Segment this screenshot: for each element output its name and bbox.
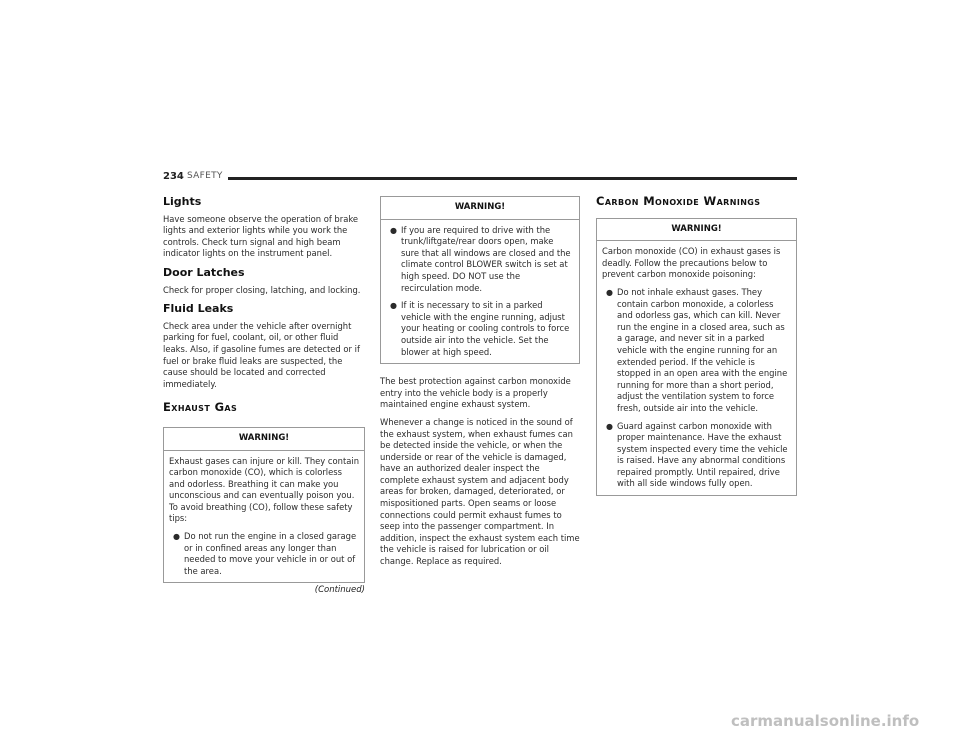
lights-heading: Lights [163,195,202,208]
warning-bullet [386,225,574,295]
bullet-text: Guard against carbon monoxide with proper maintenance. Have the exhaust system inspected every time the vehicle is raised. Have any abnormal conditions repaired promptly. Until repaired, drive with all side windows fully open. [617,420,788,489]
header-rule [228,177,797,180]
exhaust-warning-box-continued [380,196,580,364]
body-paragraph: The best protection against carbon monoxide entry into the vehicle body is a properly maintained engine exhaust system. [380,376,571,410]
exhaust-warning-box [163,427,365,584]
continued-label: (Continued) [314,585,365,596]
bullet-icon: ● [390,225,397,235]
bullet-icon: ● [173,532,180,542]
warning-bullet [602,421,791,491]
bullet-text: If it is necessary to sit in a parked vehicle with the engine running, adjust your heating or cooling controls to force outside air into the vehicle. Set the blower at high speed. [401,300,570,357]
warning-text: To avoid breathing (CO), follow these safety tips: [169,501,353,524]
warning-title: WARNING! [164,428,364,451]
lights-text: Have someone observe the operation of brake lights and exterior lights while you work the controls. Check turn signal and high beam indicator lights on the instrument panel. [163,213,359,259]
door-latches-heading: Door Latches [163,265,245,279]
exhaust-gas-heading: Exhaust Gas [163,400,238,415]
column-1 [163,196,365,597]
warning-bullet [386,300,574,358]
bullet-text: Do not inhale exhaust gases. They contain carbon monoxide, a colorless and odorless gas, which can kill. Never run the engine in a closed area, such as a garage, and never sit in a parked vehicle with the engine running for an extended period. If the vehicle is stopped in an open area with the engine running for more than a short period, adjust the ventilation system to force fresh, outside air into the vehicle. [617,286,788,413]
carbon-monoxide-warning-box [596,218,797,496]
bullet-text: If you are required to drive with the trunk/liftgate/rear doors open, make sure that all windows are closed and the climate control BLOWER switch is set at high speed. DO NOT use the recirculation mode. [401,224,571,293]
column-2 [380,196,580,568]
section-title: SAFETY [187,171,223,181]
fluid-leaks-text: Check area under the vehicle after overnight parking for fuel, coolant, oil, or other fluid leaks. Also, if gasoline fumes are detected or if fuel or brake fluid leaks are suspected, the cause should be located and corrected immediately. [163,320,360,389]
warning-title: WARNING! [381,197,579,220]
bullet-text: Do not run the engine in a closed garage or in confined areas any longer than needed to move your vehicle in or out of the area. [184,531,357,576]
warning-text: Carbon monoxide (CO) in exhaust gases is deadly. Follow the precautions below to prevent carbon monoxide poisoning: [602,246,781,280]
body-paragraph: Whenever a change is noticed in the sound of the exhaust system, when exhaust fumes can be detected inside the vehicle, or when the underside or rear of the vehicle is damaged, have an authorized dealer inspect the complete exhaust system and adjacent body areas for broken, damaged, deteriorated, or mispositioned parts. Open seams or loose connections could permit exhaust fumes to seep into the passenger compartment. In addition, inspect the exhaust system each time the vehicle is raised for lubrication or oil change. Replace as required. [380,416,580,567]
column-3 [596,196,797,496]
page-number: 234 [163,171,184,182]
warning-bullet [169,531,359,577]
warning-text: Exhaust gases can injure or kill. They contain carbon monoxide (CO), which is colorless and odorless. Breathing it can make you unconscious and can eventually poison you. [169,455,360,501]
bullet-icon: ● [390,301,397,311]
watermark: carmanualsonline.info [731,712,920,730]
warning-title: WARNING! [597,219,796,242]
bullet-icon: ● [606,287,613,297]
door-latches-text: Check for proper closing, latching, and locking. [163,284,361,295]
warning-bullet [602,287,791,415]
carbon-monoxide-heading: Carbon Monoxide Warnings [596,194,761,208]
bullet-icon: ● [606,421,613,431]
fluid-leaks-heading: Fluid Leaks [163,302,234,316]
